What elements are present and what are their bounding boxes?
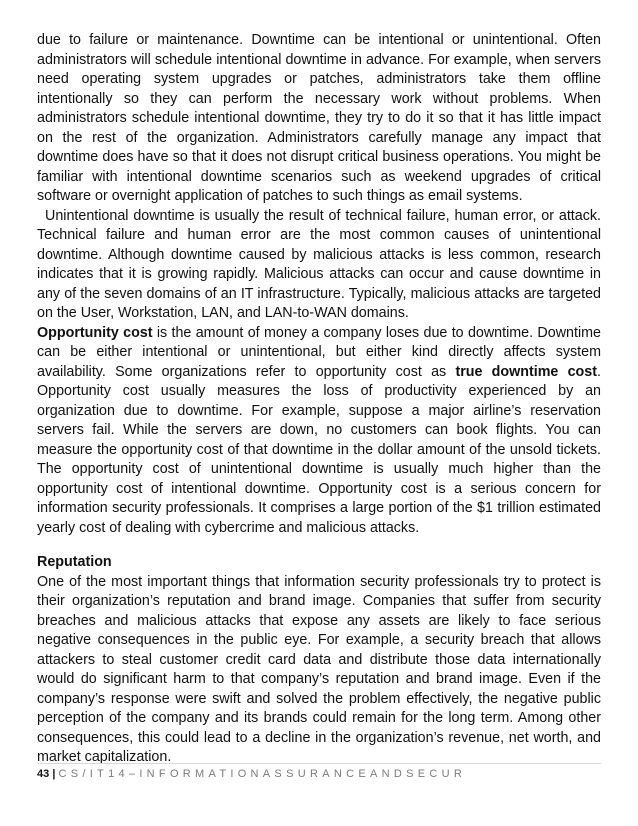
term-opportunity-cost: Opportunity cost — [37, 324, 153, 341]
term-true-downtime-cost: true downtime cost — [455, 363, 598, 380]
section-spacer — [37, 538, 601, 553]
paragraph-opportunity-cost — [37, 324, 601, 539]
page-number: 43 — [37, 768, 50, 780]
paragraph-reputation: One of the most important things that information security professionals try to protect is their organization’s reputation and brand image. Companies that suffer from security breaches and malicious attacks that expose any assets are likely to face serious negative consequences in the public eye. For example, a security breach that allows attackers to steal customer credit card data and distribute those data internationally would do significant harm to that company’s reputation and brand image. Even if the company’s response were swift and solved the problem effectively, the negative public perception of the company and its brands could remain for the long term. Among other consequences, this could lead to a decline in the organization’s revenue, net worth, and market capitalization. — [37, 573, 601, 765]
footer-separator: | — [52, 768, 56, 780]
paragraph-intentional-downtime: due to failure or maintenance. Downtime can be intentional or unintentional. Often administrators will schedule intentional downtime in advance. For example, when servers need operating system upgrades or patches, administrators take them offline intentionally so they can perform the necessary work without problems. When administrators schedule intentional downtime, they try to do it so that it has little impact on the rest of the organization. Administrators carefully manage any impact that downtime does have so that it does not disrupt critical business operations. You might be familiar with intentional downtime scenarios such as weekend upgrades of critical software or overnight application of patches to such things as email systems. — [37, 32, 601, 204]
course-title: CS/IT14–INFORMATIONASSURANCEANDSECUR — [58, 768, 467, 780]
paragraph-unintentional-downtime: Unintentional downtime is usually the result of technical failure, human error, or attack. Technical failure and human error are the most common causes of unintentional downtime. Although downtime caused by malicious attacks is less common, research indicates that it is growing rapidly. Malicious attacks can occur and cause downtime in any of the seven domains of an IT infrastructure. Typically, malicious attacks are targeted on the User, Workstation, LAN, and LAN-to-WAN domains. — [37, 207, 601, 321]
opportunity-cost-text-a: is the amount of money a company loses due to downtime. Downtime can be either intentional or unintentional, but either kind directly affects system availability. Some organizations refer to opportunity cost as — [37, 324, 601, 380]
section-heading-reputation: Reputation — [37, 554, 112, 570]
opportunity-cost-text-b: . Opportunity cost usually measures the loss of productivity experienced by an organization due to downtime. For example, suppose a major airline’s reservation servers fail. While the servers are down, no customers can book flights. You can measure the opportunity cost of that downtime in the dollar amount of the unsold tickets. The opportunity cost of unintentional downtime is usually much higher than the opportunity cost of intentional downtime. Opportunity cost is a serious concern for information security professionals. It comprises a large portion of the $1 trillion estimated yearly cost of dealing with cybercrime and malicious attacks. — [37, 363, 601, 536]
page-footer — [37, 763, 601, 781]
document-page — [37, 31, 601, 768]
